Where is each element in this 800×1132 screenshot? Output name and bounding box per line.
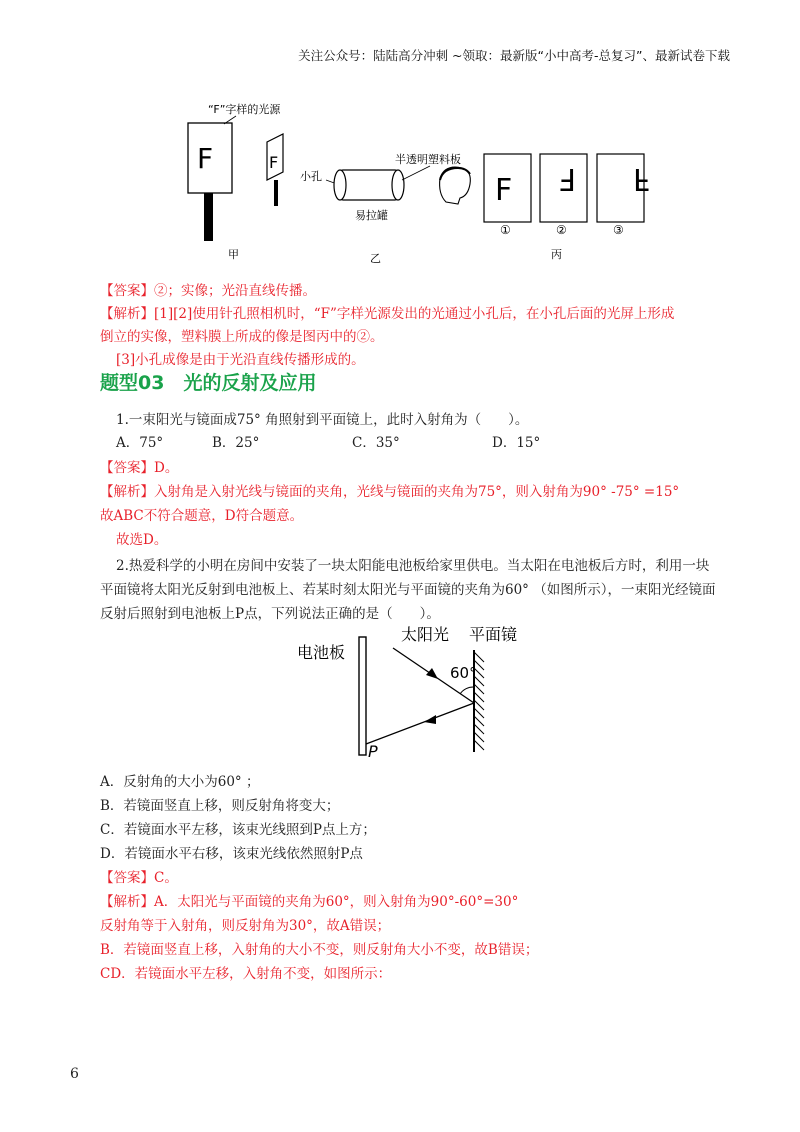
q1-conclusion: 故选D。 <box>116 532 168 548</box>
q1-option-b: B．25° <box>212 435 260 451</box>
point-p-label: P <box>368 742 378 761</box>
q2-option-c: C．若镜面水平左移，该束光线照到P点上方； <box>100 822 376 838</box>
reflected-ray <box>366 703 474 744</box>
light-source-letter: F <box>197 142 214 175</box>
q1-option-a: A．75° <box>116 435 164 451</box>
page-header: 关注公众号：陆陆高分冲刺 ~领取：最新版“小中高考-总复习”、最新试卷下载 <box>298 48 730 63</box>
sun-label: 太阳光 <box>401 625 450 644</box>
mirror-reflection-figure <box>297 625 517 761</box>
option-1-label: ① <box>500 223 511 237</box>
small-source-letter: F <box>269 153 279 172</box>
section-title: 题型03 光的反射及应用 <box>100 372 317 394</box>
option-2-letter: F <box>558 161 576 196</box>
screen-label: 半透明塑料板 <box>395 153 461 166</box>
q2-analysis-3: B．若镜面竖直上移，入射角的大小不变，则反射角大小不变，故B错误； <box>100 942 539 958</box>
mirror-label: 平面镜 <box>469 625 518 644</box>
q1-analysis-2: 故ABC不符合题意，D符合题意。 <box>100 508 304 524</box>
small-source-stand <box>274 180 278 206</box>
prev-analysis-2: 倒立的实像，塑料膜上所成的像是图丙中的②。 <box>100 329 384 345</box>
q2-option-a: A．反射角的大小为60° ； <box>100 774 260 790</box>
panel-label: 电池板 <box>297 643 346 662</box>
option-3-label: ③ <box>613 223 624 237</box>
prev-analysis-1: 【解析】[1][2]使用针孔照相机时，“F”字样光源发出的光通过小孔后，在小孔后面的光屏上形成 <box>100 306 675 322</box>
q2-answer: 【答案】C。 <box>100 870 178 886</box>
option-1-letter: F <box>495 173 513 208</box>
option-2-label: ② <box>556 223 567 237</box>
q2-stem-1: 2.热爱科学的小明在房间中安装了一块太阳能电池板给家里供电。当太阳在电池板后方时，利用一块 <box>116 558 710 574</box>
can-body <box>340 170 398 200</box>
can-end-right <box>392 170 404 200</box>
q1-option-c: C．35° <box>352 435 400 451</box>
q1-answer: 【答案】D。 <box>100 460 179 476</box>
q1-option-d: D．15° <box>492 435 541 451</box>
q2-option-b: B．若镜面竖直上移，则反射角将变大； <box>100 798 340 814</box>
angle-label: 60° <box>450 664 477 682</box>
page-number: 6 <box>70 1066 79 1082</box>
q2-analysis-4: CD．若镜面水平左移，入射角不变，如图所示： <box>100 966 392 982</box>
q2-analysis-1: 【解析】A．太阳光与平面镜的夹角为60°，则入射角为90°-60°=30° <box>100 894 519 910</box>
option-3-letter: F <box>633 161 651 196</box>
hole-label: 小孔 <box>300 170 322 183</box>
light-source-stand <box>204 193 213 241</box>
light-source-label: “F”字样的光源 <box>208 103 281 116</box>
reflected-arrow <box>424 715 436 724</box>
can-end-left <box>334 170 346 200</box>
q1-stem: 1.一束阳光与镜面成75° 角照射到平面镜上，此时入射角为（ ）。 <box>116 412 529 428</box>
screen-pointer <box>402 166 430 180</box>
can-label: 易拉罐 <box>355 209 388 222</box>
caption-bing: 丙 <box>551 248 562 261</box>
q2-stem-3: 反射后照射到电池板上P点，下列说法正确的是（ ）。 <box>100 606 440 622</box>
q2-analysis-2: 反射角等于入射角，则反射角为30°，故A错误； <box>100 918 391 934</box>
incident-arrow <box>426 668 438 679</box>
solar-panel <box>359 637 366 755</box>
q1-analysis-1: 【解析】入射角是入射光线与镜面的夹角，光线与镜面的夹角为75°，则入射角为90° -75° =15° <box>100 484 680 500</box>
caption-jia: 甲 <box>228 248 239 261</box>
prev-analysis-3: [3]小孔成像是由于光沿直线传播形成的。 <box>116 352 365 368</box>
angle-arc <box>460 687 474 694</box>
q2-option-d: D．若镜面水平右移，该束光线依然照射P点 <box>100 846 363 862</box>
q2-stem-2: 平面镜将太阳光反射到电池板上、若某时刻太阳光与平面镜的夹角为60° （如图所示），一束阳光经镜面 <box>100 582 716 598</box>
observer-head-icon <box>440 167 471 204</box>
prev-answer: 【答案】②；实像；光沿直线传播。 <box>100 283 316 299</box>
caption-yi: 乙 <box>370 252 381 265</box>
